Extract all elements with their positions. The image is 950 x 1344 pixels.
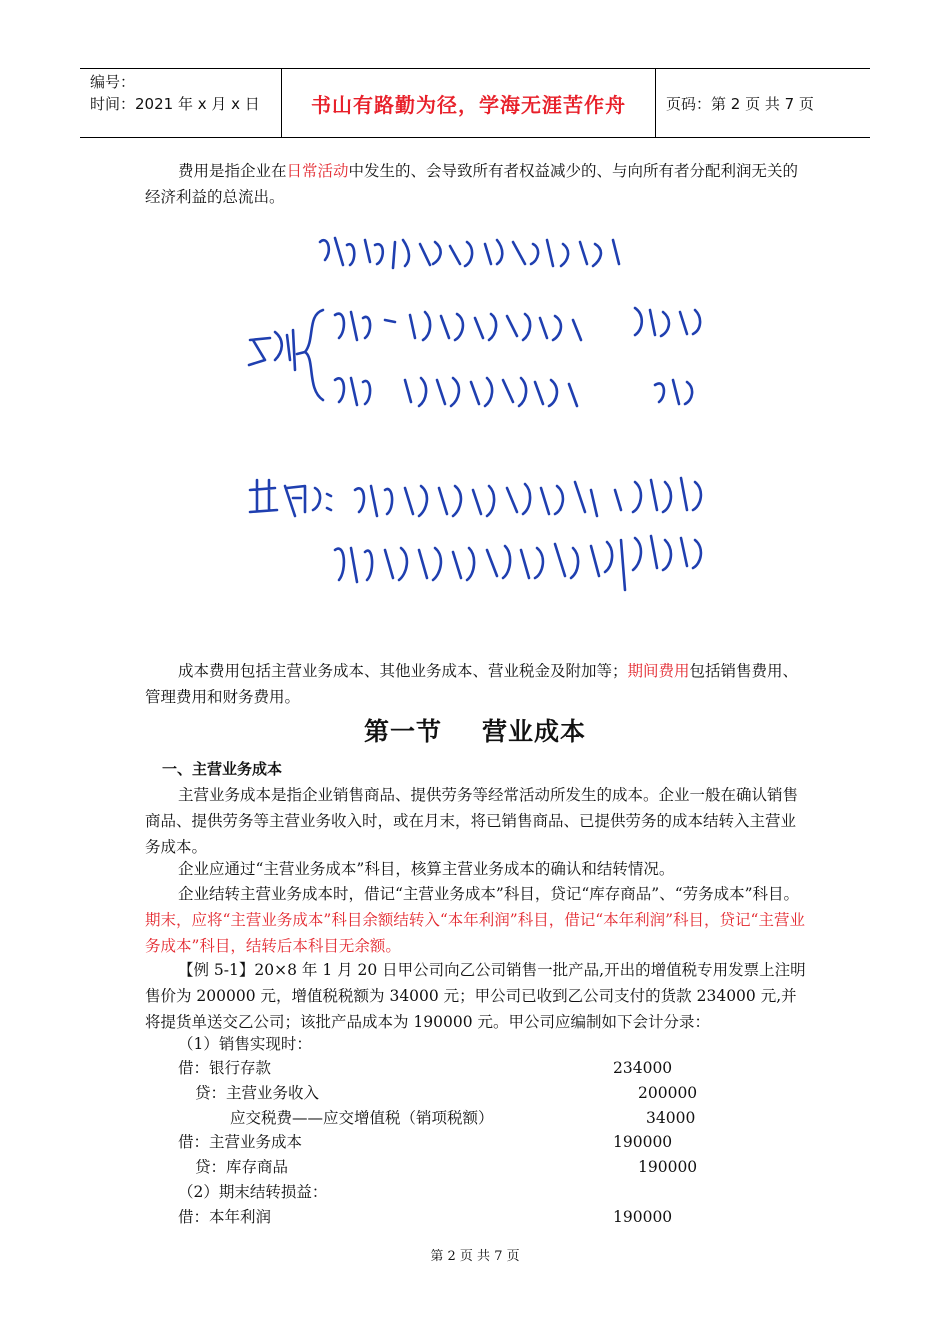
- example-paragraph: 【例 5-1】20×8 年 1 月 20 日甲公司向乙公司销售一批产品,开出的增值税专用发票上注明售价为 200000 元，增值税税额为 34000 元；甲公司已收到乙公司支付的货款 234000 元,并将提货单送交乙公司；该批产品成本为 190000 元。甲公司应编制如下会计分录：: [145, 961, 806, 1031]
- transfer-highlight: 期末，应将“主营业务成本”科目余额结转入“本年利润”科目，借记“本年利润”科目，贷记“主营业务成本”科目，结转后本科目无余额。: [145, 911, 805, 955]
- intro-paragraph: [145, 158, 810, 210]
- entry-amount: 200000: [638, 1084, 698, 1102]
- entry-credit-vat: 应交税费——应交增值税（销项税额）: [230, 1109, 494, 1127]
- intro-text-rest: 中发生的、会导致所有者权益减少的、与向所有者分配利润无关的经济利益的总流出。: [145, 162, 799, 206]
- header-motto: 书山有路勤为径，学海无涯苦作舟: [282, 69, 656, 137]
- page-header: [80, 68, 870, 138]
- cost-highlight: 期间费用: [627, 662, 690, 680]
- entry-amount: 190000: [613, 1133, 673, 1151]
- entry-debit-cost: 借：主营业务成本: [178, 1133, 303, 1151]
- entry-amount: 34000: [646, 1109, 696, 1127]
- intro-text: 费用是指企业在: [178, 162, 287, 180]
- page-footer: 第 2 页 共 7 页: [430, 1249, 520, 1264]
- cost-text: 成本费用包括主营业务成本、其他业务成本、营业税金及附加等；: [178, 662, 628, 680]
- header-number: 编号：: [90, 73, 136, 91]
- paragraph-account: 企业应通过“主营业务成本”科目，核算主营业务成本的确认和结转情况。: [178, 860, 675, 878]
- entry-amount: 190000: [613, 1208, 673, 1226]
- entry-debit-profit: 借：本年利润: [178, 1208, 272, 1226]
- intro-highlight: 日常活动: [286, 162, 349, 180]
- cost-text-rest: 包括销售费用、管理费用和财务费用。: [145, 662, 799, 706]
- subsection-title: 一、主营业务成本: [162, 760, 283, 778]
- entry-amount: 190000: [638, 1158, 698, 1176]
- entry-heading-2: （2）期末结转损益：: [178, 1183, 328, 1201]
- section-name: 营业成本: [482, 717, 587, 746]
- entry-debit-bank: 借：银行存款: [178, 1059, 272, 1077]
- transfer-text: 企业结转主营业务成本时，借记“主营业务成本”科目，贷记“库存商品”、“劳务成本”科目。: [178, 885, 800, 903]
- header-date: 时间：2021 年 x 月 x 日: [90, 95, 260, 113]
- cost-paragraph: [145, 658, 810, 710]
- handwritten-notes-image: [235, 220, 735, 620]
- entry-credit-inventory: 贷：库存商品: [195, 1158, 289, 1176]
- entry-heading-1: （1）销售实现时：: [178, 1035, 312, 1053]
- section-number: 第一节: [363, 717, 442, 746]
- paragraph-definition: 主营业务成本是指企业销售商品、提供劳务等经常活动所发生的成本。企业一般在确认销售商品、提供劳务等主营业务收入时，或在月末，将已销售商品、已提供劳务的成本结转入主营业务成本。: [145, 786, 799, 856]
- section-title: [0, 712, 950, 748]
- header-meta: [80, 69, 282, 137]
- header-page-info: 页码：第 2 页 共 7 页: [666, 94, 814, 113]
- paragraph-transfer: [145, 881, 810, 959]
- entry-credit-revenue: 贷：主营业务收入: [195, 1084, 320, 1102]
- entry-amount: 234000: [613, 1059, 673, 1077]
